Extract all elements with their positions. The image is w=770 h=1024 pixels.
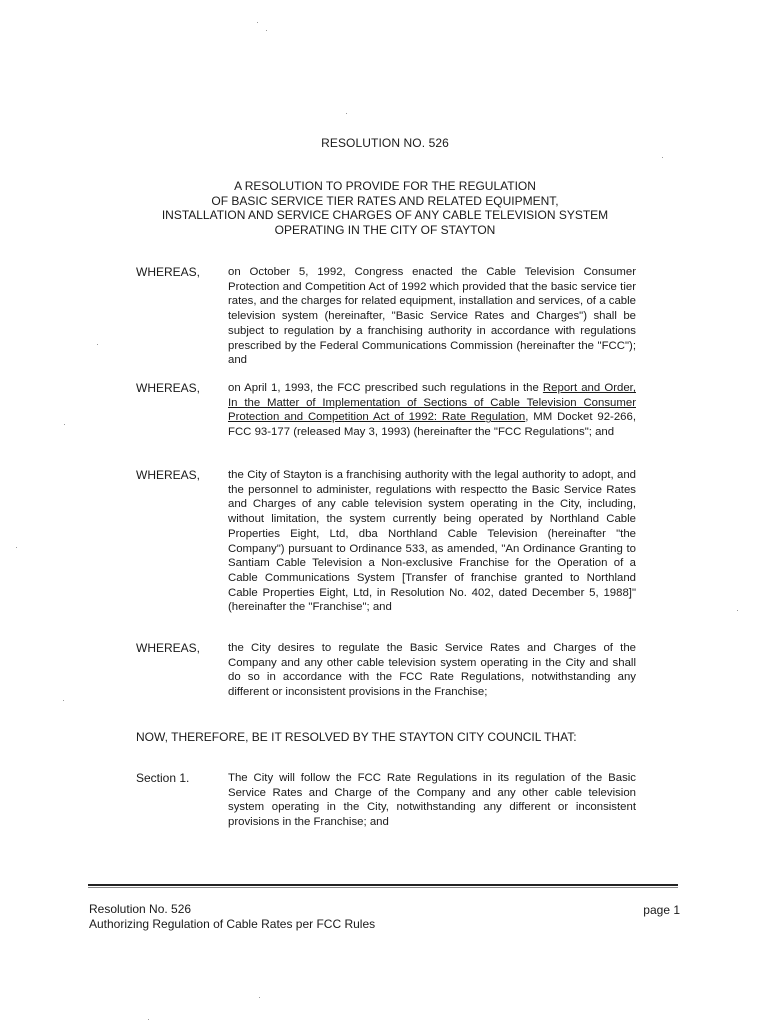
page-number: page 1 [643, 903, 680, 917]
scan-speck [63, 700, 64, 701]
footer-resolution-number: Resolution No. 526 [89, 902, 192, 916]
scan-speck [16, 547, 17, 548]
scan-speck [266, 30, 267, 31]
footer-description: Authorizing Regulation of Cable Rates per FCC Rules [89, 917, 376, 931]
scan-speck [257, 22, 258, 23]
section-text: The City will follow the FCC Rate Regulations in its regulation of the Basic Service Rates and Charge of the Company and any other cable television system operating in the City, notwithstanding any different or inconsistent provisions in the Franchise; and [228, 772, 636, 829]
scan-speck [737, 610, 738, 611]
clause-label: WHEREAS, [136, 641, 201, 655]
clause-text: the City of Stayton is a franchising authority with the legal authority to adopt, and the personnel to administer, regulations with respectto the Basic Service Rates and Charges of any cable television system operating in the City, including, without limitation, the system currently being operated by Northland Cable Properties Eight, Ltd, dba Northland Cable Television (hereinafter "the Company") pursuant to Ordinance 533, as amended, "An Ordinance Granting to Santiam Cable Television a Non-exclusive Franchise for the Operation of a Cable Communications System [Transfer of franchise granted to Northland Cable Properties Eight, Ltd, in Resolution No. 402, dated December 5, 1988]" (hereinafter the "Franchise"; and [228, 469, 636, 614]
clause-label: WHEREAS, [136, 468, 201, 482]
resolution-number: RESOLUTION NO. 526 [321, 136, 449, 150]
now-therefore-heading: NOW, THEREFORE, BE IT RESOLVED BY THE STAYTON CITY COUNCIL THAT: [136, 730, 577, 744]
report-and-order-citation: Report and Order, In the Matter of Implementation of Sections of Cable Television Consumer Protection and Competition Act of 1992: Rate Regulation [228, 382, 636, 424]
clause-label: WHEREAS, [136, 381, 201, 395]
subtitle-line: OF BASIC SERVICE TIER RATES AND RELATED EQUIPMENT, [211, 193, 559, 208]
footer-left [89, 902, 375, 932]
clause-text: the City desires to regulate the Basic Service Rates and Charges of the Company and any other cable television system operating in the City and shall do so in accordance with the FCC Rate Regulations, notwithstanding any different or inconsistent provisions in the Franchise; [228, 642, 636, 699]
scan-speck [346, 113, 347, 114]
subtitle-line: OPERATING IN THE CITY OF STAYTON [274, 222, 496, 237]
footer-divider [88, 884, 678, 886]
scan-speck [259, 997, 260, 998]
section-label: Section 1. [136, 771, 190, 785]
scan-speck [64, 424, 65, 425]
subtitle-line: A RESOLUTION TO PROVIDE FOR THE REGULATION [234, 179, 536, 193]
scan-speck [97, 344, 98, 345]
scan-speck [148, 1019, 149, 1020]
scan-speck [662, 157, 663, 158]
subtitle-line: INSTALLATION AND SERVICE CHARGES OF ANY CABLE TELEVISION SYSTEM [161, 208, 609, 222]
footer-divider-shadow [88, 887, 678, 888]
clause-label: WHEREAS, [136, 265, 201, 279]
clause-text-end: , MM Docket 92-266, FCC 93-177 (released May 3, 1993) (hereinafter the "FCC Regulations"; and [228, 411, 636, 439]
clause-text [228, 381, 636, 440]
clause-text: on October 5, 1992, Congress enacted the Cable Television Consumer Protection and Competition Act of 1992 which provided that the basic service tier rates, and the charges for related equipment, installation and services, of a cable television system (hereinafter, "Basic Service Rates and Charges") shall be subject to regulation by a franchising authority in accordance with regulations prescribed by the Federal Communications Commission (hereinafter the "FCC"); and [228, 266, 636, 367]
clause-text-start: on April 1, 1993, the FCC prescribed such regulations in the [228, 382, 543, 394]
resolution-subtitle [130, 179, 640, 237]
